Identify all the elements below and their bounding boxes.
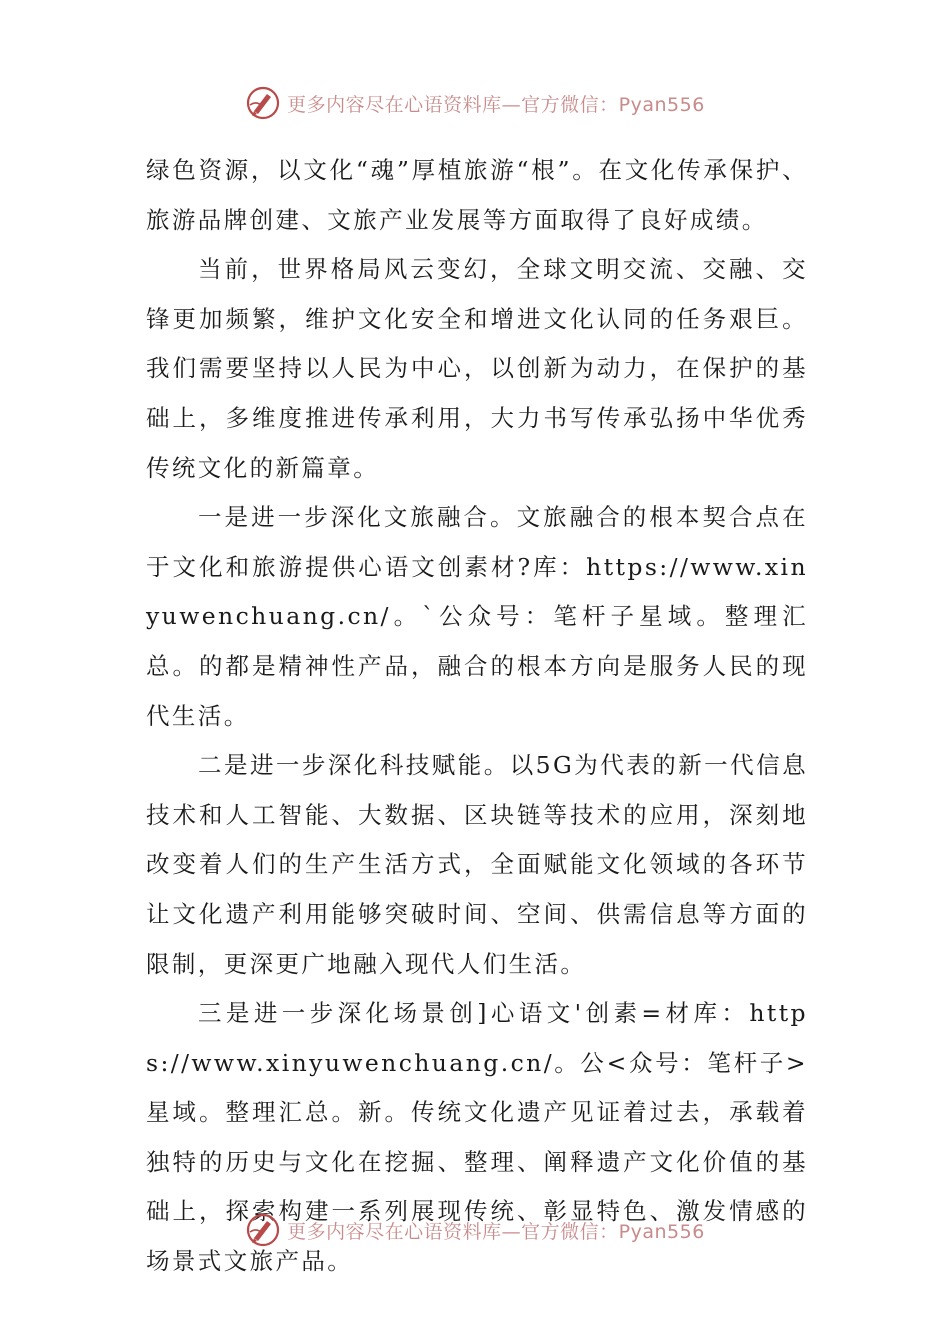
- paragraph-5: 三是进一步深化场景创]心语文'创素=材库：https://www.xinyuwenchuang.cn/。公<众号：笔杆子>星域。整理汇总。新。传统文化遗产见证着过去，承载着独特的历史与文化在挖掘、整理、阐释遗产文化价值的基础上，探索构建一系列展现传统、彰显特色、激发情感的场景式文旅产品。: [146, 999, 808, 1276]
- paragraph-2: 当前，世界格局风云变幻，全球文明交流、交融、交锋更加频繁，维护文化安全和增进文化认同的任务艰巨。我们需要坚持以人民为中心，以创新为动力，在保护的基础上，多维度推进传承利用，大力书写传承弘扬中华优秀传统文化的新篇章。: [146, 255, 808, 482]
- footer-banner: [0, 1210, 950, 1250]
- footer-wechat-id: Pyan556: [618, 1220, 705, 1243]
- document-body: [146, 146, 808, 1287]
- paragraph-1: 绿色资源，以文化“魂”厚植旅游“根”。在文化传承保护、旅游品牌创建、文旅产业发展等方面取得了良好成绩。: [146, 156, 808, 234]
- header-banner-label: 更多内容尽在心语资料库—官方微信：: [287, 93, 619, 116]
- header-banner: [0, 83, 950, 123]
- paragraph-4: 二是进一步深化科技赋能。以5G为代表的新一代信息技术和人工智能、大数据、区块链等技术的应用，深刻地改变着人们的生产生活方式，全面赋能文化领域的各环节让文化遗产利用能够突破时间、空间、供需信息等方面的限制，更深更广地融入现代人们生活。: [146, 751, 808, 978]
- footer-banner-text: [287, 1217, 705, 1244]
- header-wechat-id: Pyan556: [618, 93, 705, 116]
- header-banner-text: [287, 90, 705, 117]
- paragraph-3: 一是进一步深化文旅融合。文旅融合的根本契合点在于文化和旅游提供心语文创素材?库：https://www.xinyuwenchuang.cn/。`公众号：笔杆子星域。整理汇总。的都是精神性产品，融合的根本方向是服务人民的现代生活。: [146, 503, 808, 730]
- footer-banner-label: 更多内容尽在心语资料库—官方微信：: [287, 1220, 619, 1243]
- pen-logo-icon: [245, 85, 281, 121]
- pen-logo-icon: [245, 1212, 281, 1248]
